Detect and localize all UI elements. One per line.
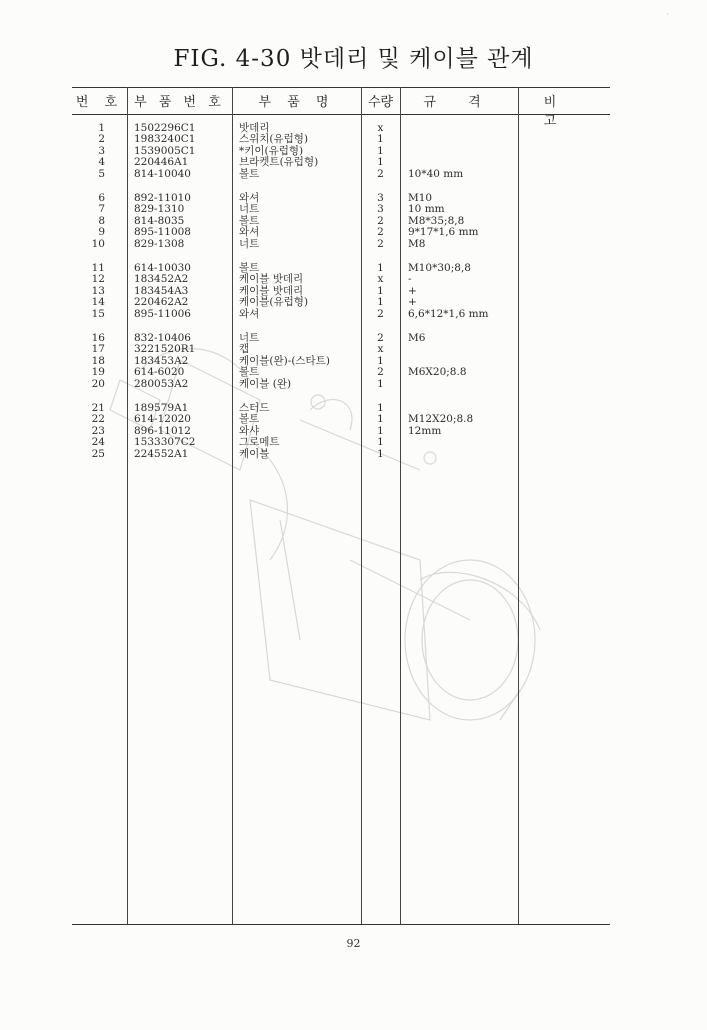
group-5-part-names: 스터드 볼트 와샤 그로메트 케이블 [239,402,280,460]
group-1-nos: 1 2 3 4 5 [98,122,105,180]
page-number: 92 [346,937,361,950]
group-2-part-names: 와셔 너트 볼트 와셔 너트 [239,192,260,250]
table-bottom-rule [72,924,610,925]
group-2-nos: 6 7 8 9 10 [91,192,105,250]
header-spec: 규 격 [423,95,495,110]
group-2-part-nos: 892-11010 829-1310 814-8035 895-11008 829-1308 [134,192,191,250]
group-3-part-names: 볼트 케이블 밧데리 케이블 밧데리 케이블(유럽형) 와셔 [239,262,309,320]
header-no: 번 호 [75,95,124,110]
group-5-specs: M12X20;8.8 12mm [408,413,474,437]
column-divider [232,87,233,924]
group-3-qtys: 1 x 1 1 2 [377,262,384,320]
group-1-specs: 10*40 mm [408,167,464,180]
group-1-part-nos: 1502296C1 1983240C1 1539005C1 220446A1 814-10040 [134,122,196,180]
group-2-specs: M10 10 mm M8*35;8,8 9*17*1,6 mm M8 [408,192,479,250]
header-part-no: 부 품 번 호 [134,95,225,110]
group-4-part-names: 너트 캡 케이블(완)-(스타트) 볼트 케이블 (완) [239,332,330,390]
group-4-qtys: 2 x 1 2 1 [377,332,384,390]
group-1-qtys: x 1 1 1 2 [377,122,384,180]
header-remark: 비 고 [543,95,585,129]
column-divider [127,87,128,924]
header-qty: 수량 [367,95,394,110]
group-4-part-nos: 832-10406 3221520R1 183453A2 614-6020 280053A2 [134,332,196,390]
column-divider [400,87,401,924]
group-4-specs: M6 M6X20;8.8 [408,332,467,379]
group-2-qtys: 3 3 2 2 2 [377,192,384,250]
group-5-part-nos: 189579A1 614-12020 896-11012 1533307C2 224552A1 [134,402,196,460]
table-top-rule [72,87,610,88]
scan-dot: · [666,10,669,20]
group-4-nos: 16 17 18 19 20 [91,332,105,390]
group-3-nos: 11 12 13 14 15 [91,262,105,320]
group-3-specs: M10*30;8,8 - + + 6,6*12*1,6 mm [408,262,489,320]
column-divider [518,87,519,924]
group-1-part-names: 밧데리 스위치(유럽형) *키이(유럽형) 브라켓트(유럽형) 볼트 [239,122,319,180]
group-5-nos: 21 22 23 24 25 [91,402,105,460]
header-part-name: 부 품 명 [258,95,335,110]
group-3-part-nos: 614-10030 183452A2 183454A3 220462A2 895-11006 [134,262,191,320]
page-title: FIG. 4-30 밧데리 및 케이블 관계 [173,46,534,72]
group-5-qtys: 1 1 1 1 1 [377,402,384,460]
